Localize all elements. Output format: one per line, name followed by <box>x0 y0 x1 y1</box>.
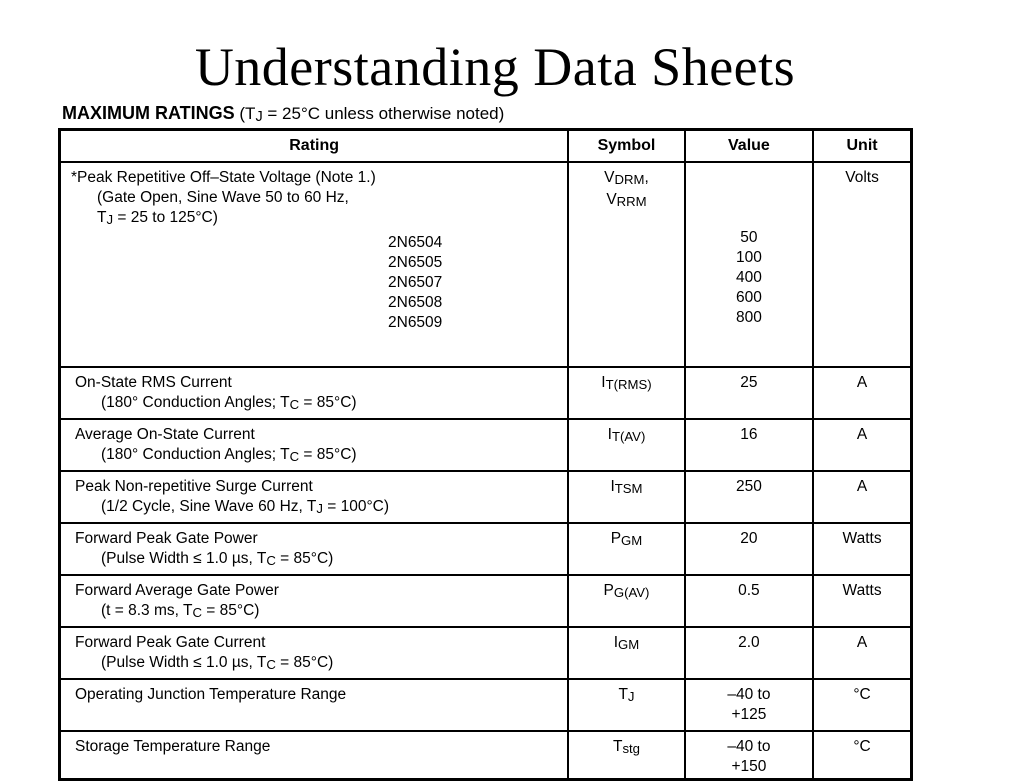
rating-line: (Pulse Width ≤ 1.0 µs, TC = 85°C) <box>101 550 334 568</box>
symbol-cell: ITSM <box>568 471 684 523</box>
value-cell <box>685 731 813 779</box>
value-text: 400 <box>735 269 762 286</box>
symbol-cell: TJ <box>568 679 684 731</box>
rating-line: On-State RMS Current <box>75 374 232 391</box>
value-text: +125 <box>731 706 767 723</box>
header-rating: Rating <box>60 130 569 163</box>
rating-line: *Peak Repetitive Off–State Voltage (Note 1.) <box>71 169 376 186</box>
value-text: 600 <box>735 289 762 306</box>
unit-cell: A <box>813 471 911 523</box>
unit-cell: °C <box>813 679 911 731</box>
value-cell: 0.5 <box>685 575 813 627</box>
rating-cell <box>60 419 569 471</box>
table-caption <box>62 101 504 129</box>
table-row <box>60 575 912 627</box>
rating-line: (Gate Open, Sine Wave 50 to 60 Hz, <box>97 189 349 206</box>
rating-line: Average On-State Current <box>75 426 255 443</box>
rating-line: (t = 8.3 ms, TC = 85°C) <box>101 602 260 620</box>
value-text: –40 to <box>727 738 771 755</box>
unit-cell: °C <box>813 731 911 779</box>
rating-line: Forward Average Gate Power <box>75 582 279 599</box>
unit-cell: A <box>813 419 911 471</box>
device-list <box>388 233 563 333</box>
slide-title: Understanding Data Sheets <box>194 37 796 97</box>
caption-note: (TJ = 25°C unless otherwise noted) <box>239 104 505 125</box>
value-text: +150 <box>731 758 767 775</box>
unit-cell: Watts <box>813 523 911 575</box>
rating-line: Operating Junction Temperature Range <box>75 686 347 703</box>
table-row <box>60 162 912 367</box>
value-text: 100 <box>735 249 762 266</box>
unit-cell: A <box>813 367 911 419</box>
rating-line: Storage Temperature Range <box>75 738 271 755</box>
header-value: Value <box>685 130 813 163</box>
value-text: 800 <box>735 309 762 326</box>
rating-line: (1/2 Cycle, Sine Wave 60 Hz, TJ = 100°C) <box>101 498 390 516</box>
header-symbol: Symbol <box>568 130 684 163</box>
value-cell: 250 <box>685 471 813 523</box>
rating-cell <box>60 679 569 731</box>
table-row <box>60 731 912 779</box>
rating-cell <box>60 471 569 523</box>
caption-title: MAXIMUM RATINGS <box>62 103 235 123</box>
table-row <box>60 419 912 471</box>
rating-line: Peak Non-repetitive Surge Current <box>75 478 313 495</box>
table-row <box>60 367 912 419</box>
symbol-cell: IT(AV) <box>568 419 684 471</box>
symbol-text: VDRM, <box>604 169 649 187</box>
symbol-cell <box>568 162 684 367</box>
rating-cell <box>60 731 569 779</box>
unit-cell: Watts <box>813 575 911 627</box>
device-part-number: 2N6507 <box>388 274 443 291</box>
symbol-text: VRRM <box>606 191 647 209</box>
table-row <box>60 679 912 731</box>
value-text: –40 to <box>727 686 771 703</box>
header-unit: Unit <box>813 130 911 163</box>
symbol-cell: PGM <box>568 523 684 575</box>
value-cell <box>685 679 813 731</box>
rating-cell <box>60 575 569 627</box>
device-part-number: 2N6509 <box>388 314 443 331</box>
maximum-ratings-table <box>58 128 913 781</box>
symbol-cell: IT(RMS) <box>568 367 684 419</box>
rating-cell <box>60 367 569 419</box>
rating-line: Forward Peak Gate Current <box>75 634 266 651</box>
symbol-cell: IGM <box>568 627 684 679</box>
value-cell: 20 <box>685 523 813 575</box>
rating-cell <box>60 162 569 367</box>
rating-line: (180° Conduction Angles; TC = 85°C) <box>101 394 357 412</box>
rating-line: (180° Conduction Angles; TC = 85°C) <box>101 446 357 464</box>
value-cell: 25 <box>685 367 813 419</box>
rating-line: TJ = 25 to 125°C) <box>97 209 218 227</box>
unit-cell: A <box>813 627 911 679</box>
table-row <box>60 471 912 523</box>
table-row <box>60 627 912 679</box>
value-cell: 16 <box>685 419 813 471</box>
device-part-number: 2N6508 <box>388 294 443 311</box>
rating-line: (Pulse Width ≤ 1.0 µs, TC = 85°C) <box>101 654 334 672</box>
table-row <box>60 523 912 575</box>
rating-line: Forward Peak Gate Power <box>75 530 258 547</box>
unit-cell: Volts <box>813 162 911 367</box>
symbol-cell: PG(AV) <box>568 575 684 627</box>
device-part-number: 2N6504 <box>388 234 443 251</box>
symbol-cell: Tstg <box>568 731 684 779</box>
rating-cell <box>60 523 569 575</box>
value-cell <box>685 162 813 367</box>
value-text: 50 <box>740 229 758 246</box>
table-header-row <box>60 130 912 163</box>
device-part-number: 2N6505 <box>388 254 443 271</box>
value-cell: 2.0 <box>685 627 813 679</box>
rating-cell <box>60 627 569 679</box>
